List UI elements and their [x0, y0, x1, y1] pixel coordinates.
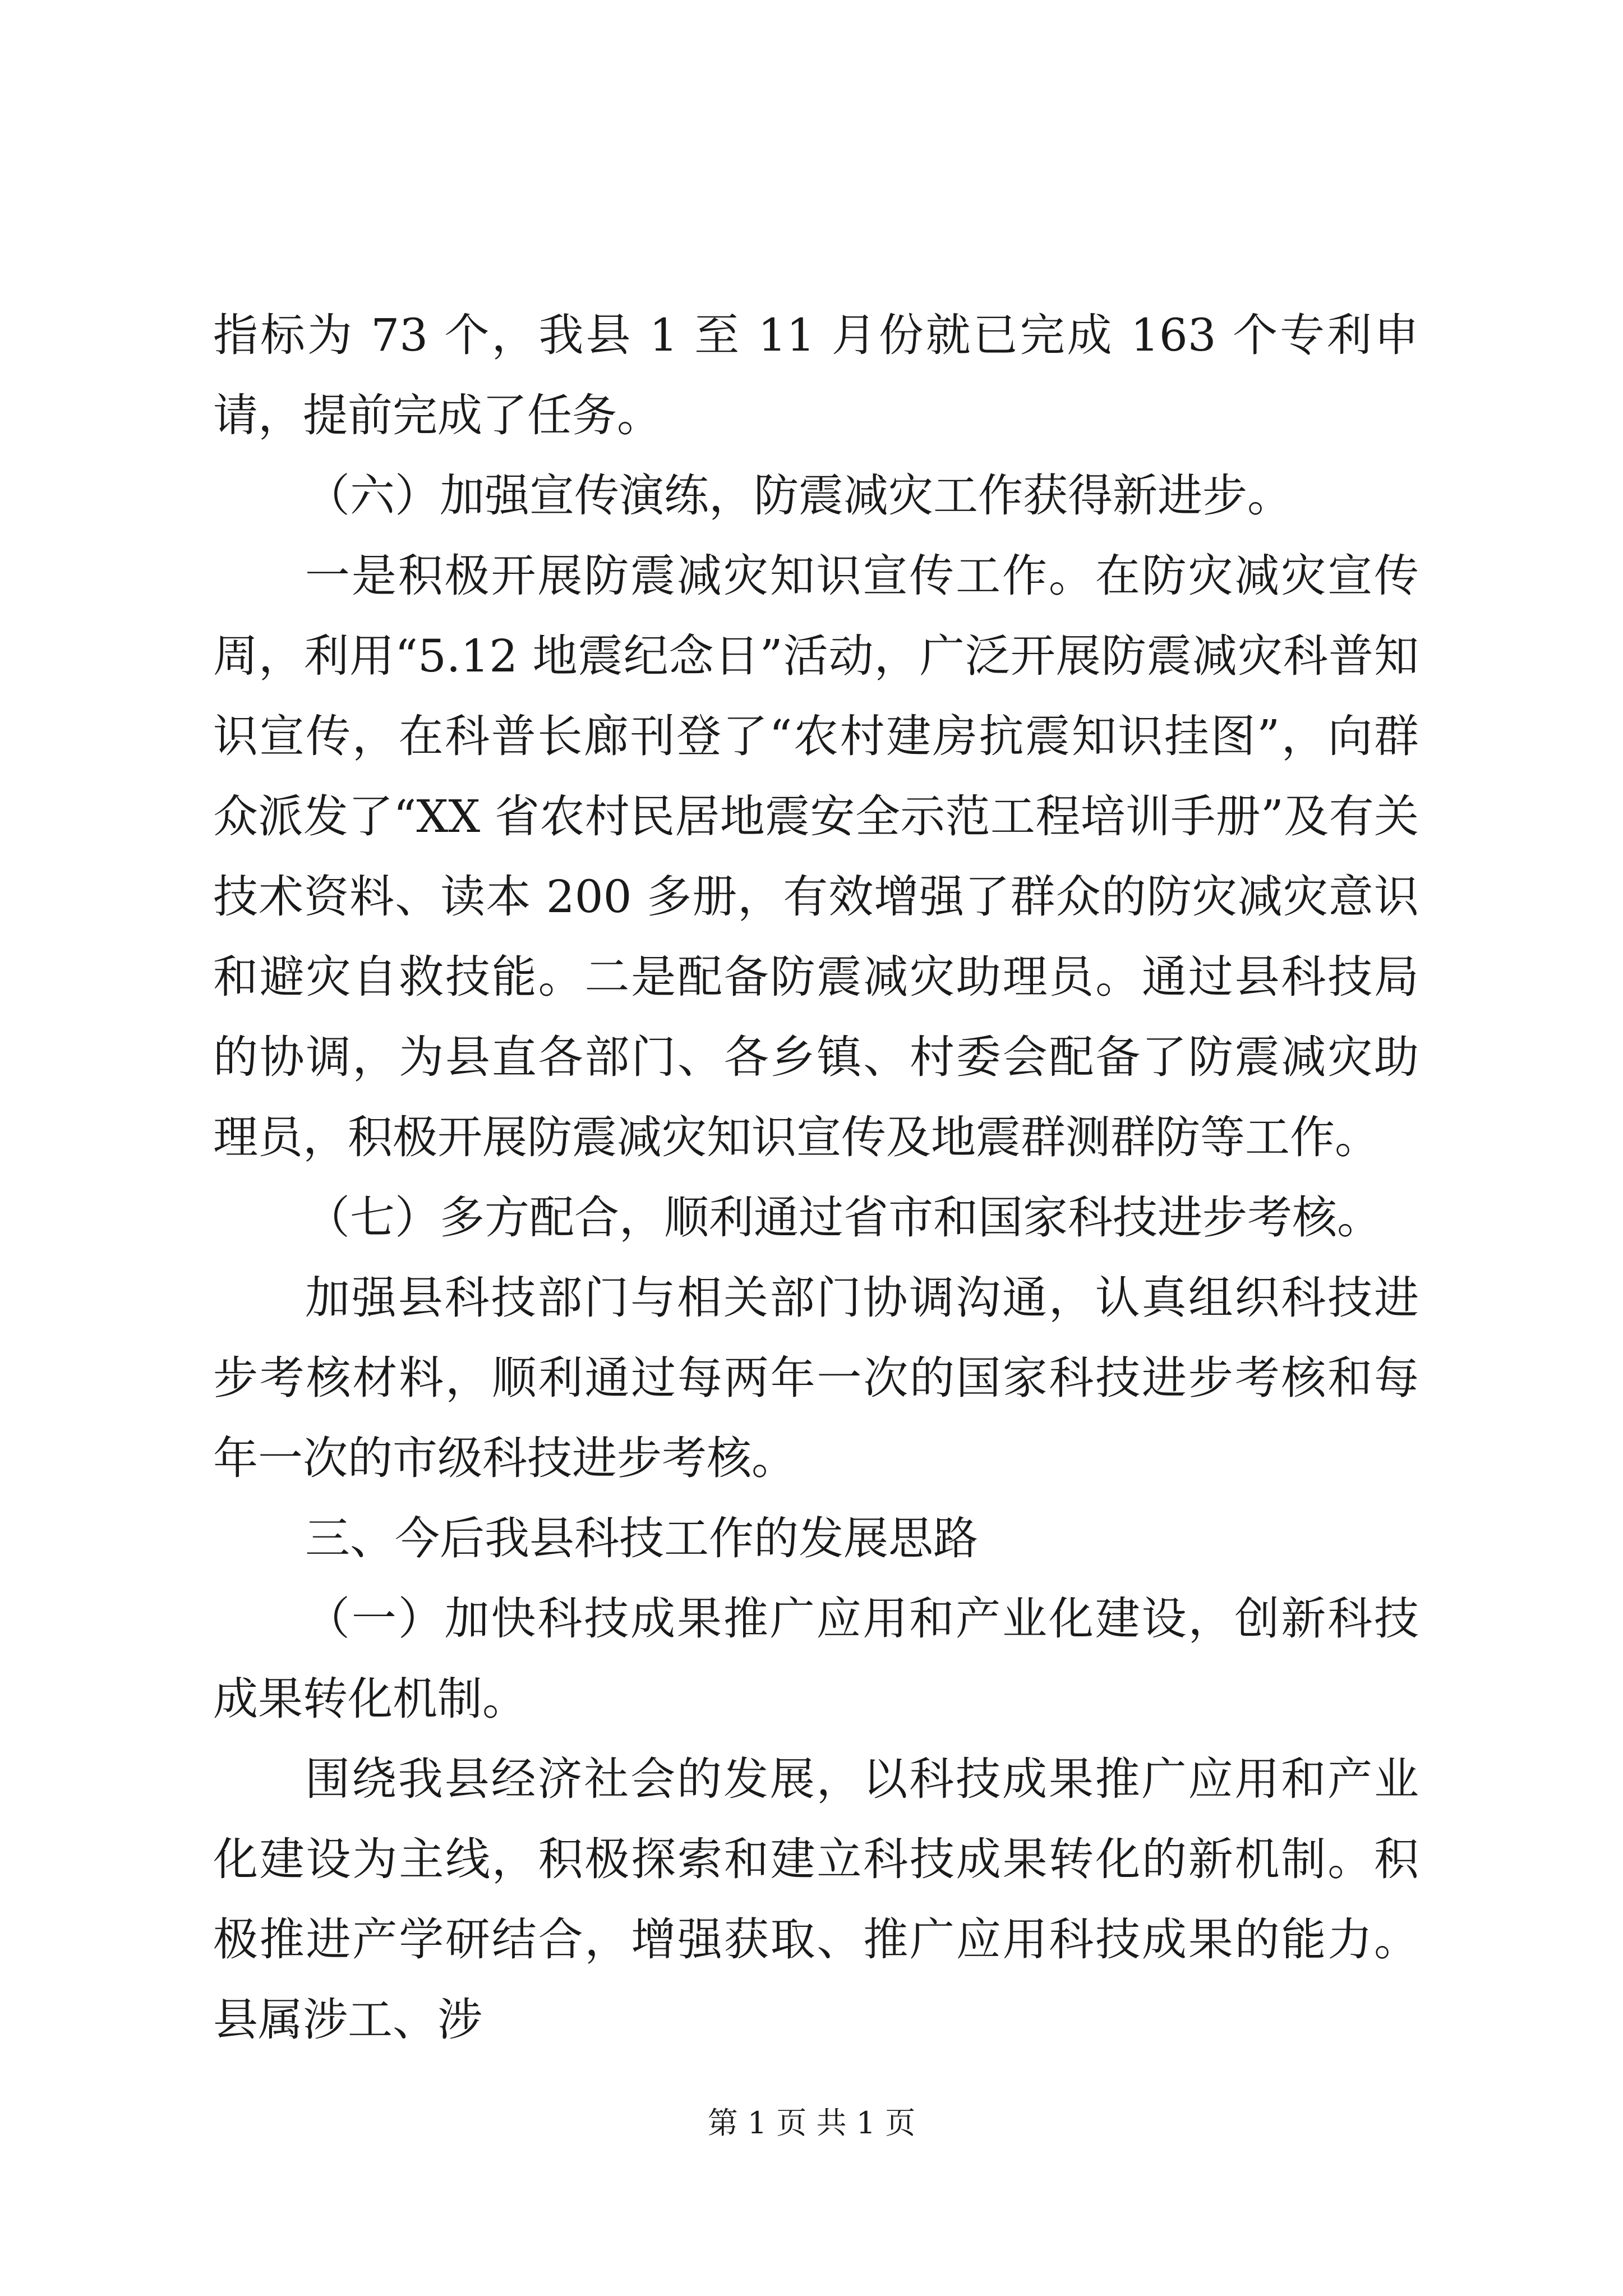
- section-heading-7: （七）多方配合，顺利通过省市和国家科技进步考核。: [305, 1191, 1382, 1244]
- section-heading-3: 三、今后我县科技工作的发展思路: [305, 1512, 978, 1565]
- section-heading-6: （六）加强宣传演练，防震减灾工作获得新进步。: [305, 470, 1292, 522]
- paragraph-earthquake-publicity: 一是积极开展防震减灾知识宣传工作。在防灾减灾宣传周，利用“5.12 地震纪念日”活动，广泛开展防震减灾科普知识宣传，在科普长廊刊登了“农村建房抗震知识挂图”，向群众派发了“XX 省农村民居地震安全示范工程培训手册”及有关技术资料、读本 200 多册，有效增强了群众的防灾减灾意识和避灾自救技能。二是配备防震减灾助理员。通过县科技局的协调，为县直各部门、各乡镇、村委会配备了防震减灾助理员，积极开展防震减灾知识宣传及地震群测群防等工作。: [213, 550, 1419, 1163]
- paragraph-achievement-transfer: 围绕我县经济社会的发展，以科技成果推广应用和产业化建设为主线，积极探索和建立科技成果转化的新机制。积极推进产学研结合，增强获取、推广应用科技成果的能力。县属涉工、涉: [213, 1753, 1419, 2046]
- page-footer: 第 1 页 共 1 页: [707, 2105, 916, 2141]
- document-body: [213, 295, 1419, 2060]
- paragraph-assessment: 加强县科技部门与相关部门协调沟通，认真组织科技进步考核材料，顺利通过每两年一次的国家科技进步考核和每年一次的市级科技进步考核。: [213, 1272, 1419, 1484]
- section-heading-3-1: （一）加快科技成果推广应用和产业化建设，创新科技成果转化机制。: [213, 1593, 1419, 1725]
- paragraph-continuation: 指标为 73 个，我县 1 至 11 月份就已完成 163 个专利申请，提前完成了任务。: [213, 309, 1419, 441]
